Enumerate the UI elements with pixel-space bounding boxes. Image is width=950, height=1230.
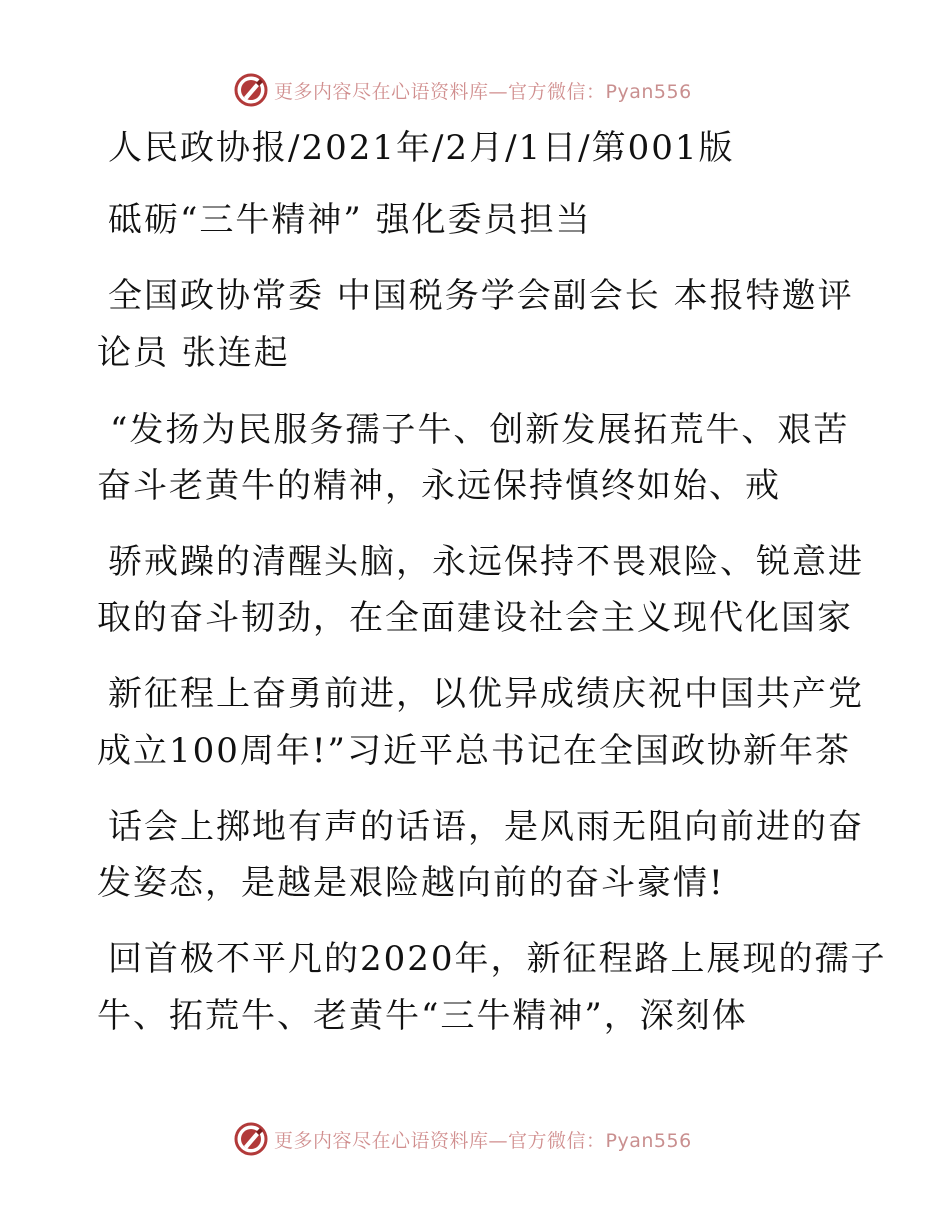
author-line: 全国政协常委 中国税务学会副会长 本报特邀评 — [108, 276, 854, 316]
body-line: 奋斗老黄牛的精神，永远保持慎终如始、戒 — [97, 466, 781, 506]
watermark-wechat-id: Pyan556 — [605, 1129, 692, 1152]
body-line: 骄戒躁的清醒头脑，永远保持不畏艰险、锐意进 — [108, 542, 864, 582]
body-line: 成立100周年!”习近平总书记在全国政协新年茶 — [97, 731, 851, 771]
body-line: 话会上掷地有声的话语，是风雨无阻向前进的奋 — [108, 807, 864, 847]
article-title: 砥砺“三牛精神” 强化委员担当 — [108, 200, 592, 240]
pen-logo-icon — [234, 1122, 268, 1156]
body-line: 牛、拓荒牛、老黄牛“三牛精神”，深刻体 — [97, 996, 748, 1036]
watermark-footer — [234, 1121, 692, 1157]
author-line: 论员 张连起 — [97, 333, 290, 373]
body-line: 新征程上奋勇前进，以优异成绩庆祝中国共产党 — [108, 674, 864, 714]
watermark-wechat-id: Pyan556 — [605, 80, 692, 103]
body-line: 取的奋斗韧劲，在全面建设社会主义现代化国家 — [97, 598, 853, 638]
body-line: 回首极不平凡的2020年，新征程路上展现的孺子 — [108, 939, 887, 979]
watermark-label: 更多内容尽在心语资料库—官方微信： — [274, 1129, 606, 1152]
watermark-label: 更多内容尽在心语资料库—官方微信： — [274, 80, 606, 103]
body-line: “发扬为民服务孺子牛、创新发展拓荒牛、艰苦 — [110, 410, 850, 450]
article-source: 人民政协报/2021年/2月/1日/第001版 — [108, 128, 735, 168]
body-line: 发姿态，是越是艰险越向前的奋斗豪情! — [97, 863, 725, 903]
